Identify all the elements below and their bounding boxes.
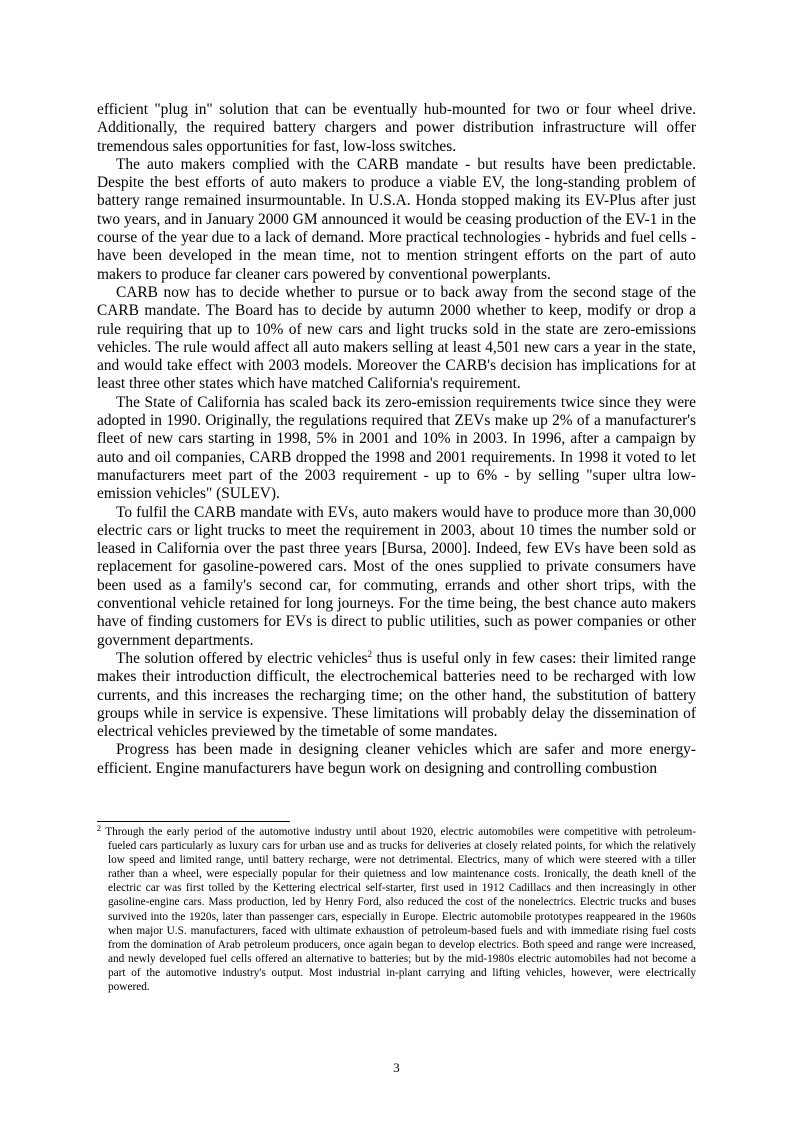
- footnote-mark: 2: [97, 824, 101, 833]
- paragraph-fulfil-mandate: To fulfil the CARB mandate with EVs, auto makers would have to produce more than 30,000 electric cars or light trucks to meet the requirement in 2003, about 10 times the number sold or leased in California over the past three years [Bursa, 2000]. Indeed, few EVs have been sold as replacement for gasoline-powered cars. Most of the ones supplied to private consumers have been used as a family's second car, for commuting, errands and other short trips, with the conventional vehicle retained for long journeys. For the time being, the best chance auto makers have of finding customers for EVs is direct to public utilities, such as power companies or other government departments.: [97, 503, 696, 649]
- footnote-separator: [97, 821, 290, 822]
- body-text: [97, 101, 696, 778]
- paragraph-carb-mandate-results: The auto makers complied with the CARB mandate - but results have been predictable. Despite the best efforts of auto makers to produce a viable EV, the long-standing problem of battery range remained insurmountable. In U.S.A. Honda stopped making its EV-Plus after just two years, and in January 2000 GM announced it would be ceasing production of the EV-1 in the course of the year due to a lack of demand. More practical technologies - hybrids and fuel cells - have been developed in the mean time, not to mention stringent efforts on the part of auto makers to produce far cleaner cars powered by conventional powerplants.: [97, 155, 696, 283]
- paragraph-california-requirements: The State of California has scaled back its zero-emission requirements twice since they were adopted in 1990. Originally, the regulations required that ZEVs make up 2% of a manufacturer's fleet of new cars starting in 1998, 5% in 2001 and 10% in 2003. In 1996, after a campaign by auto and oil companies, CARB dropped the 1998 and 2001 requirements. In 1998 it voted to let manufacturers meet part of the 2003 requirement - up to 6% - by selling "super ultra low-emission vehicles" (SULEV).: [97, 393, 696, 503]
- paragraph-carb-second-stage: CARB now has to decide whether to pursue or to back away from the second stage of the CARB mandate. The Board has to decide by autumn 2000 whether to keep, modify or drop a rule requiring that up to 10% of new cars and light trucks sold in the state are zero-emissions vehicles. The rule would affect all auto makers selling at least 4,501 new cars a year in the state, and would take effect with 2003 models. Moreover the CARB's decision has implications for at least three other states which have matched California's requirement.: [97, 283, 696, 393]
- paragraph-ev-limitations-rest: thus is useful only in few cases: their limited range makes their introduction difficult, the electrochemical batteries need to be recharged with low currents, and this increases the recharging time; on the other hand, the substitution of battery groups while in service is expensive. These limitations will probably delay the dissemination of electrical vehicles previewed by the timetable of some mandates.: [97, 649, 696, 741]
- page-number: 3: [393, 1060, 400, 1075]
- paragraph-ev-limitations-start: The solution offered by electric vehicles: [116, 649, 368, 667]
- footnote-text: Through the early period of the automotive industry until about 1920, electric automobiles were competitive with petroleum-fueled cars particularly as luxury cars for urban use and as trucks for deliveries at closely related points, for which the relatively low speed and limited range, until battery recharge, were not detrimental. Electrics, many of which were steered with a tiller rather than a wheel, were especially popular for their quietness and low maintenance costs. Ironically, the death knell of the electric car was first tolled by the Kettering electrical self-starter, first used in 1912 Cadillacs and then increasingly in other gasoline-engine cars. Mass production, led by Henry Ford, also reduced the cost of the nonelectrics. Electric trucks and buses survived into the 1920s, later than passenger cars, especially in Europe. Electric automobile prototypes reappeared in the 1960s when major U.S. manufacturers, faced with ultimate exhaustion of petroleum-based fuels and with immediate rising fuel costs from the domination of Arab petroleum producers, once again began to develop electrics. Both speed and range were increased, and newly developed fuel cells offered an alternative to batteries; but by the mid-1980s electric automobiles had not become a part of the automotive industry's output. Most industrial in-plant carrying and lifting vehicles, however, were electrically powered.: [101, 826, 696, 994]
- paragraph-cleaner-vehicles: Progress has been made in designing cleaner vehicles which are safer and more energy-efficient. Engine manufacturers have begun work on designing and controlling combustion: [97, 741, 696, 777]
- footnote-reference: 2: [367, 648, 372, 659]
- paragraph-plug-in-solution: efficient "plug in" solution that can be eventually hub-mounted for two or four wheel drive. Additionally, the required battery chargers and power distribution infrastructure will offer tremendous sales opportunities for fast, low-loss switches.: [97, 101, 696, 155]
- footnote: [97, 825, 696, 994]
- paragraph-ev-limitations: [97, 650, 696, 741]
